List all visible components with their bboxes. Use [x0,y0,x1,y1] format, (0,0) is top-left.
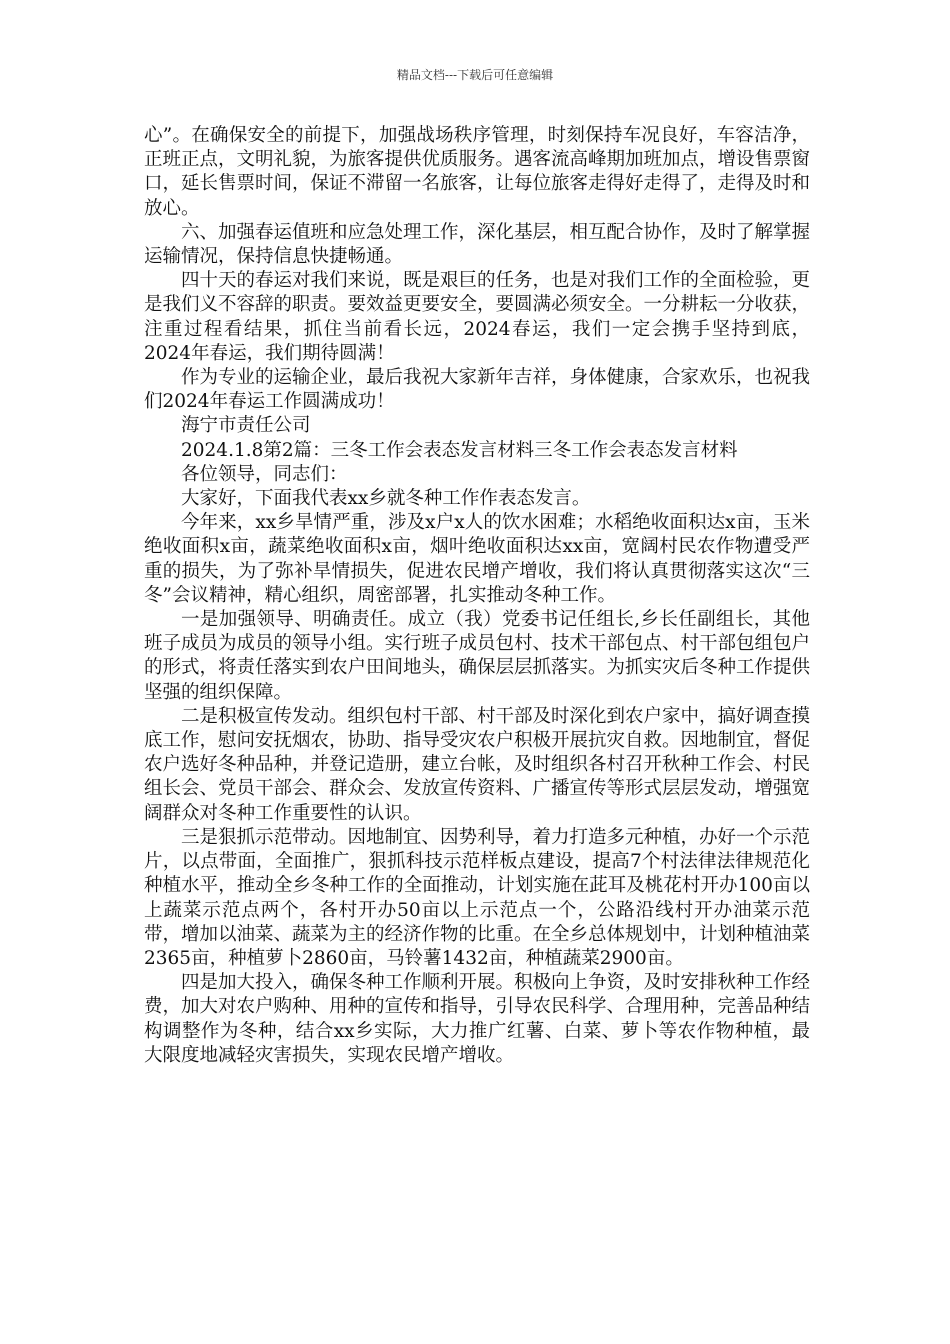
paragraph: 一是加强领导、明确责任。成立（我）党委书记任组长,乡长任副组长，其他班子成员为成员的领导小组。实行班子成员包村、技术干部包点、村干部包组包户的形式，将责任落实到农户田间地头，确保层层抓落实。为抓实灾后冬种工作提供坚强的组织保障。 [144,609,811,703]
paragraph: 作为专业的运输企业，最后我祝大家新年吉祥，身体健康，合家欢乐，也祝我们2024年春运工作圆满成功！ [144,367,811,413]
page-header: 精品文档---下载后可任意编辑 [396,68,554,82]
date-and-title-line: 2024.1.8第2篇：三冬工作会表态发言材料三冬工作会表态发言材料 [181,439,738,461]
paragraph: 二是积极宣传发动。组织包村干部、村干部及时深化到农户家中，搞好调查摸底工作，慰问安抚烟农，协助、指导受灾农户积极开展抗灾自救。因地制宜，督促农户选好冬种品种，并登记造册，建立台帐，及时组织各村召开秋种工作会、村民组长会、党员干部会、群众会、发放宣传资料、广播宣传等形式层层发动，增强宽阔群众对冬种工作重要性的认识。 [144,705,811,824]
paragraph: 四十天的春运对我们来说，既是艰巨的任务，也是对我们工作的全面检验，更是我们义不容辞的职责。要效益更要安全，要圆满必须安全。一分耕耘一分收获，注重过程看结果，抓住当前看长远，2024春运，我们一定会携手坚持到底，2024年春运，我们期待圆满！ [144,270,811,364]
document-body [144,124,810,1068]
company-signature: 海宁市责任公司 [181,415,311,437]
paragraph: 六、加强春运值班和应急处理工作，深化基层，相互配合协作，及时了解掌握运输情况，保持信息快捷畅通。 [144,221,811,268]
paragraph: 今年来，xx乡旱情严重，涉及x户x人的饮水困难；水稻绝收面积达x亩，玉米绝收面积x亩，蔬菜绝收面积x亩，烟叶绝收面积达xx亩，宽阔村民农作物遭受严重的损失，为了弥补旱情损失，促进农民增产增收，我们将认真贯彻落实这次“三冬”会议精神，精心组织，周密部署，扎实推动冬种工作。 [144,512,810,606]
paragraph: 大家好，下面我代表xx乡就冬种工作作表态发言。 [181,488,591,510]
salutation: 各位领导，同志们： [181,463,348,485]
paragraph: 四是加大投入，确保冬种工作顺利开展。积极向上争资，及时安排秋种工作经费，加大对农户购种、用种的宣传和指导，引导农民科学、合理用种，完善品种结构调整作为冬种，结合xx乡实际，大力推广红薯、白菜、萝卜等农作物种植，最大限度地减轻灾害损失，实现农民增产增收。 [144,972,811,1066]
paragraph: 三是狠抓示范带动。因地制宜、因势利导，着力打造多元种植，办好一个示范片，以点带面，全面推广，狠抓科技示范样板点建设，提高7个村法律法律规范化种植水平，推动全乡冬种工作的全面推动，计划实施在茈耳及桃花村开办100亩以上蔬菜示范点两个，各村开办50亩以上示范点一个，公路沿线村开办油菜示范带，增加以油菜、蔬菜为主的经济作物的比重。在全乡总体规划中，计划种植油菜2365亩，种植萝卜2860亩，马铃薯1432亩，种植蔬菜2900亩。 [144,826,811,969]
paragraph: 心”。在确保安全的前提下，加强战场秩序管理，时刻保持车况良好，车容洁净，正班正点，文明礼貌，为旅客提供优质服务。遇客流高峰期加班加点，增设售票窗口，延长售票时间，保证不滞留一名旅客，让每位旅客走得好走得了，走得及时和放心。 [144,125,811,219]
